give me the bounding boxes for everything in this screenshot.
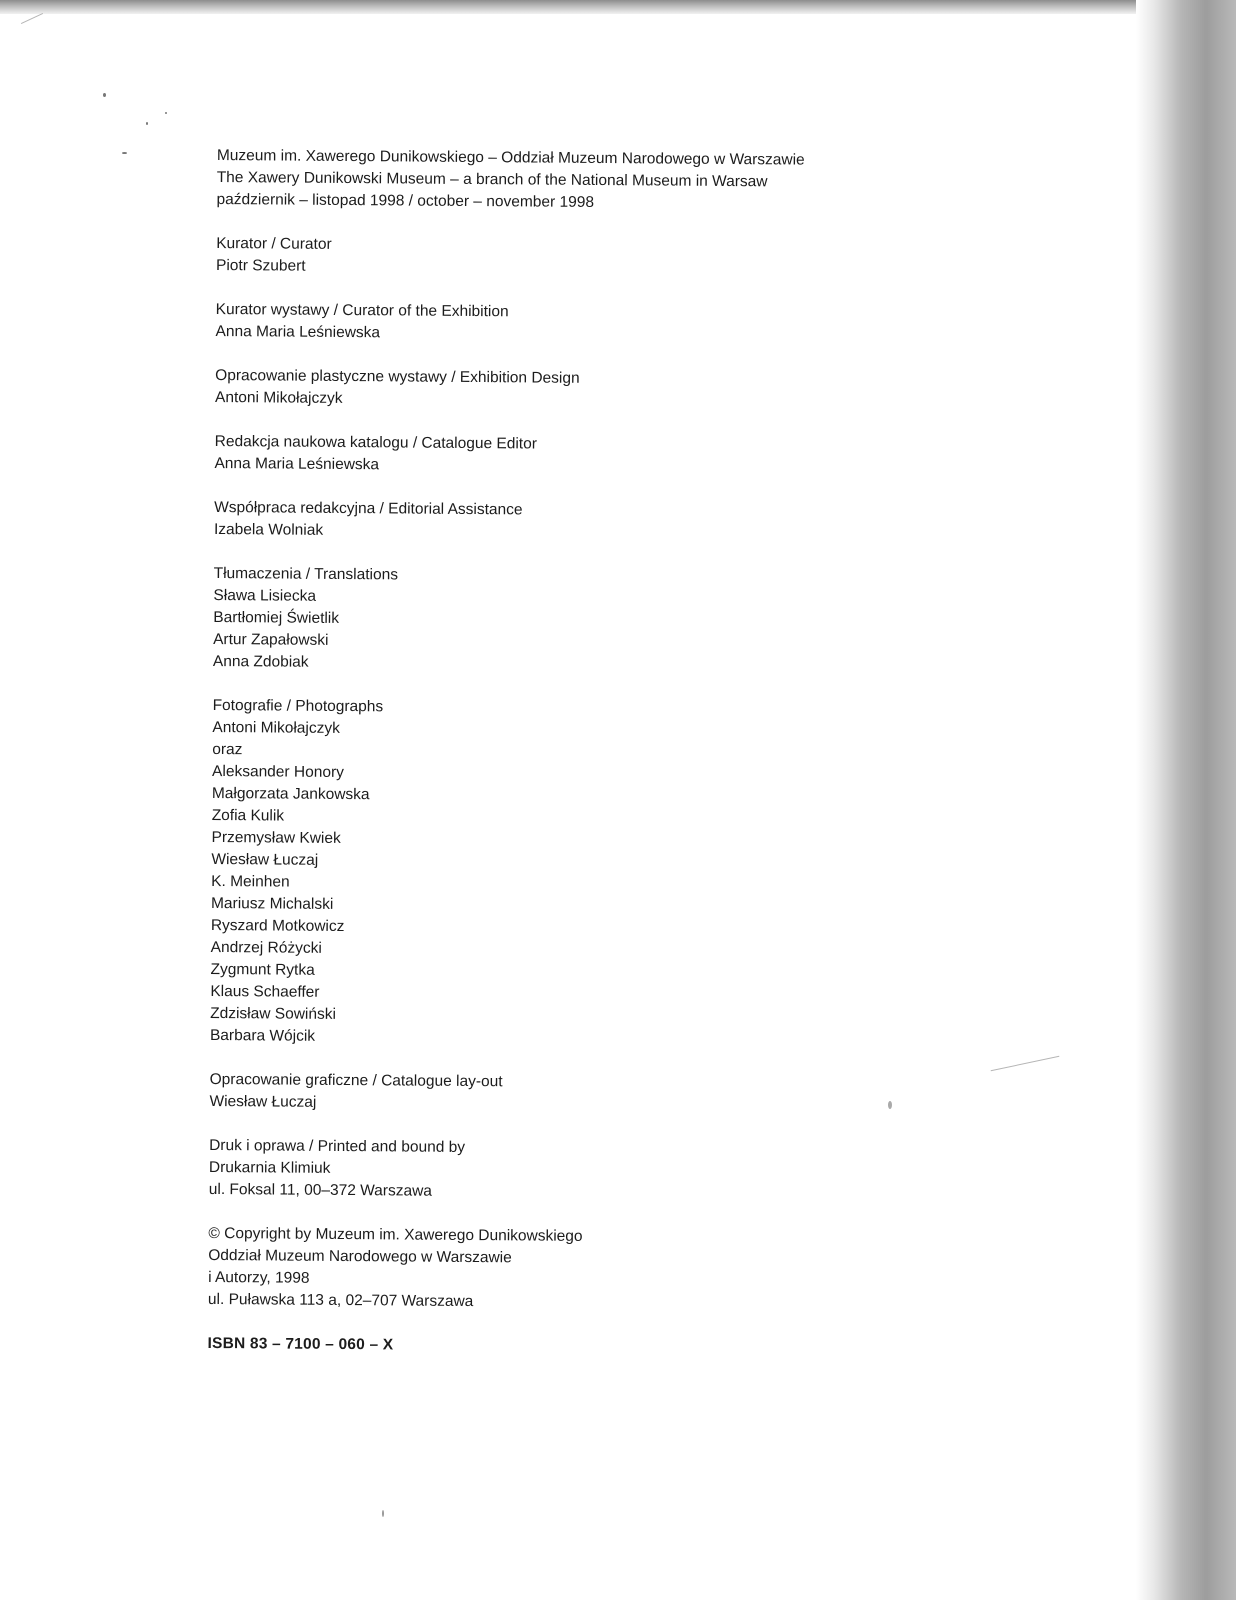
credit-name: Artur Zapałowski [213,630,329,649]
credit-name: Wiesław Łuczaj [211,850,319,869]
isbn-block [207,1333,827,1360]
copyright-line: i Autorzy, 1998 [208,1268,310,1287]
credit-role: Kurator wystawy / Curator of the Exhibition [215,300,509,321]
credit-name: Andrzej Różycki [210,938,322,957]
credit-name: Małgorzata Jankowska [211,784,370,804]
credit-name: Mariusz Michalski [210,894,334,913]
credit-name: Anna Maria Leśniewska [214,454,380,474]
copyright-block [208,1223,829,1316]
credit-name: Klaus Schaeffer [210,982,320,1001]
credit-name: Drukarnia Klimiuk [208,1158,331,1177]
credit-block [210,695,833,1052]
header-line: Muzeum im. Xawerego Dunikowskiego – Oddział Muzeum Narodowego w Warszawie [216,146,805,169]
credit-role: Współpraca redakcyjna / Editorial Assistance [214,498,523,519]
credits-list [209,233,837,1206]
credit-name: Wiesław Łuczaj [209,1092,317,1111]
scan-speck [122,152,127,154]
credit-name: Piotr Szubert [215,256,306,275]
copyright-line: Oddział Muzeum Narodowego w Warszawie [208,1246,512,1267]
credit-name: Aleksander Honory [212,762,344,782]
credit-name: K. Meinhen [211,872,290,891]
scan-stroke [21,13,43,24]
header-block [216,145,836,216]
isbn: ISBN 83 – 7100 – 060 – X [207,1334,394,1354]
header-line: październik – listopad 1998 / october – november 1998 [216,190,595,211]
credit-role: Tłumaczenia / Translations [213,564,399,584]
credit-block [209,1069,829,1118]
header-line: The Xawery Dunikowski Museum – a branch of the National Museum in Warsaw [216,168,768,191]
credit-name: Antoni Mikołajczyk [212,718,340,737]
credit-role: Opracowanie graficzne / Catalogue lay-out [209,1070,503,1091]
credit-block [213,563,834,678]
scan-top-edge [0,0,1236,14]
credit-name: Przemysław Kwiek [211,828,341,847]
credit-role: Redakcja naukowa katalogu / Catalogue Editor [214,432,537,453]
credit-block [216,233,836,282]
credit-role: Fotografie / Photographs [212,696,384,716]
credit-name: Zygmunt Rytka [210,960,315,979]
credit-block [214,497,834,546]
credit-name: Anna Zdobiak [212,652,309,671]
copyright-line: © Copyright by Muzeum im. Xawerego Dunikowskiego [208,1224,583,1245]
credit-name: Izabela Wolniak [213,520,324,539]
scan-speck [146,122,148,125]
credit-role: Opracowanie plastyczne wystawy / Exhibition Design [215,366,580,387]
scan-speck [103,93,106,97]
scan-stroke [991,1056,1060,1072]
credit-name: Zofia Kulik [211,806,285,825]
scan-speck [382,1510,384,1517]
imprint-text [207,145,837,1382]
scan-speck [165,112,167,114]
credit-block [215,299,835,348]
credit-role: Druk i oprawa / Printed and bound by [209,1136,466,1156]
copyright-line: ul. Puławska 113 a, 02–707 Warszawa [207,1290,474,1311]
credit-name: Ryszard Motkowicz [210,916,345,936]
credit-name: Barbara Wójcik [209,1026,316,1045]
credit-block [214,431,834,480]
credit-name: Anna Maria Leśniewska [215,322,381,342]
credit-name: Sława Lisiecka [213,586,317,605]
credit-name: Antoni Mikołajczyk [214,388,343,407]
credit-block [209,1135,829,1206]
credit-role: Kurator / Curator [216,234,332,253]
scan-right-edge-shadow [1136,0,1236,1600]
credit-name: Bartłomiej Świetlik [213,608,340,627]
scan-speck [888,1101,892,1109]
credit-name: Zdzisław Sowiński [210,1004,337,1023]
credit-name: ul. Foksal 11, 00–372 Warszawa [208,1180,432,1200]
credit-block [215,365,835,414]
credit-name: oraz [212,740,243,759]
